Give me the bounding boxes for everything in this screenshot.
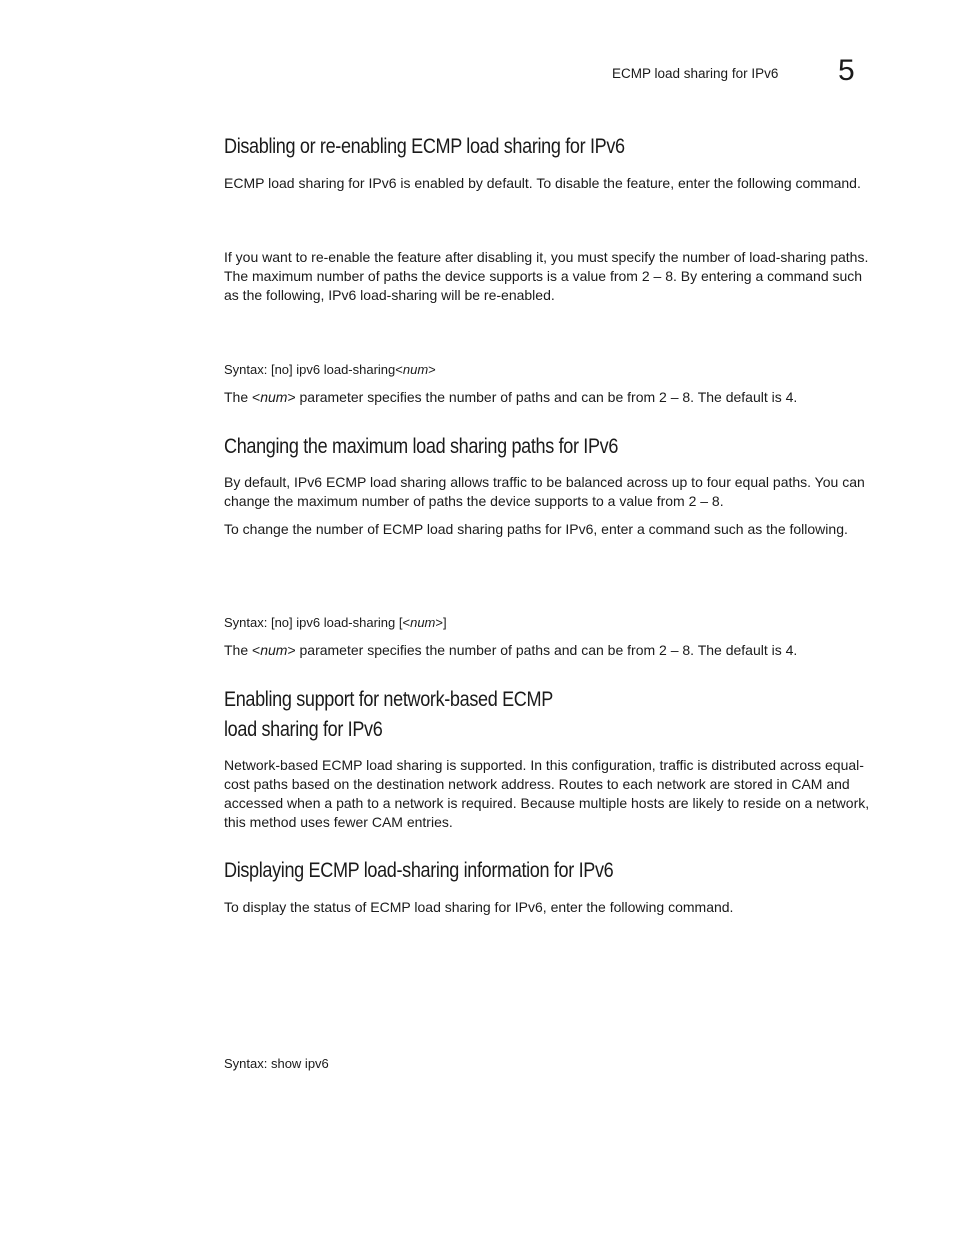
section-heading-displaying: Displaying ECMP load-sharing information for IPv6 (224, 859, 614, 882)
section1-para1: ECMP load sharing for IPv6 is enabled by default. To disable the feature, enter the following command. (224, 175, 861, 191)
section3-para1: Network-based ECMP load sharing is supported. In this configuration, traffic is distributed across equal-cost paths based on the destination network address. Routes to each network are stored in CAM and accessed when a path to a network is required. Because multiple hosts are likely to reside on a network, this method uses fewer CAM entries. (224, 757, 870, 830)
section2-para1: By default, IPv6 ECMP load sharing allows traffic to be balanced across up to four equal paths. You can change the maximum number of paths the device supports to a value from 2 – 8. (224, 474, 865, 509)
section-heading-disabling: Disabling or re-enabling ECMP load sharing for IPv6 (224, 135, 625, 158)
section1-param-desc: The <num> parameter specifies the number of paths and can be from 2 – 8. The default is 4. (224, 389, 798, 405)
section4-syntax: Syntax: show ipv6 (224, 1056, 329, 1071)
section-heading-enabling-line2: load sharing for IPv6 (224, 718, 383, 741)
section2-para2: To change the number of ECMP load sharing paths for IPv6, enter a command such as the following. (224, 521, 848, 537)
section-heading-enabling-line1: Enabling support for network-based ECMP (224, 688, 553, 711)
running-title: ECMP load sharing for IPv6 (612, 66, 779, 81)
chapter-number: 5 (838, 54, 855, 87)
section1-syntax: Syntax: [no] ipv6 load-sharing<num> (224, 362, 436, 377)
section2-syntax: Syntax: [no] ipv6 load-sharing [<num>] (224, 615, 447, 630)
section2-param-desc: The <num> parameter specifies the number of paths and can be from 2 – 8. The default is 4. (224, 642, 798, 658)
section-heading-changing: Changing the maximum load sharing paths for IPv6 (224, 435, 619, 458)
section4-para1: To display the status of ECMP load sharing for IPv6, enter the following command. (224, 899, 734, 915)
section1-para2: If you want to re-enable the feature after disabling it, you must specify the number of load-sharing paths. The maximum number of paths the device supports is a value from 2 – 8. By entering a command such as the following, IPv6 load-sharing will be re-enabled. (224, 249, 869, 303)
